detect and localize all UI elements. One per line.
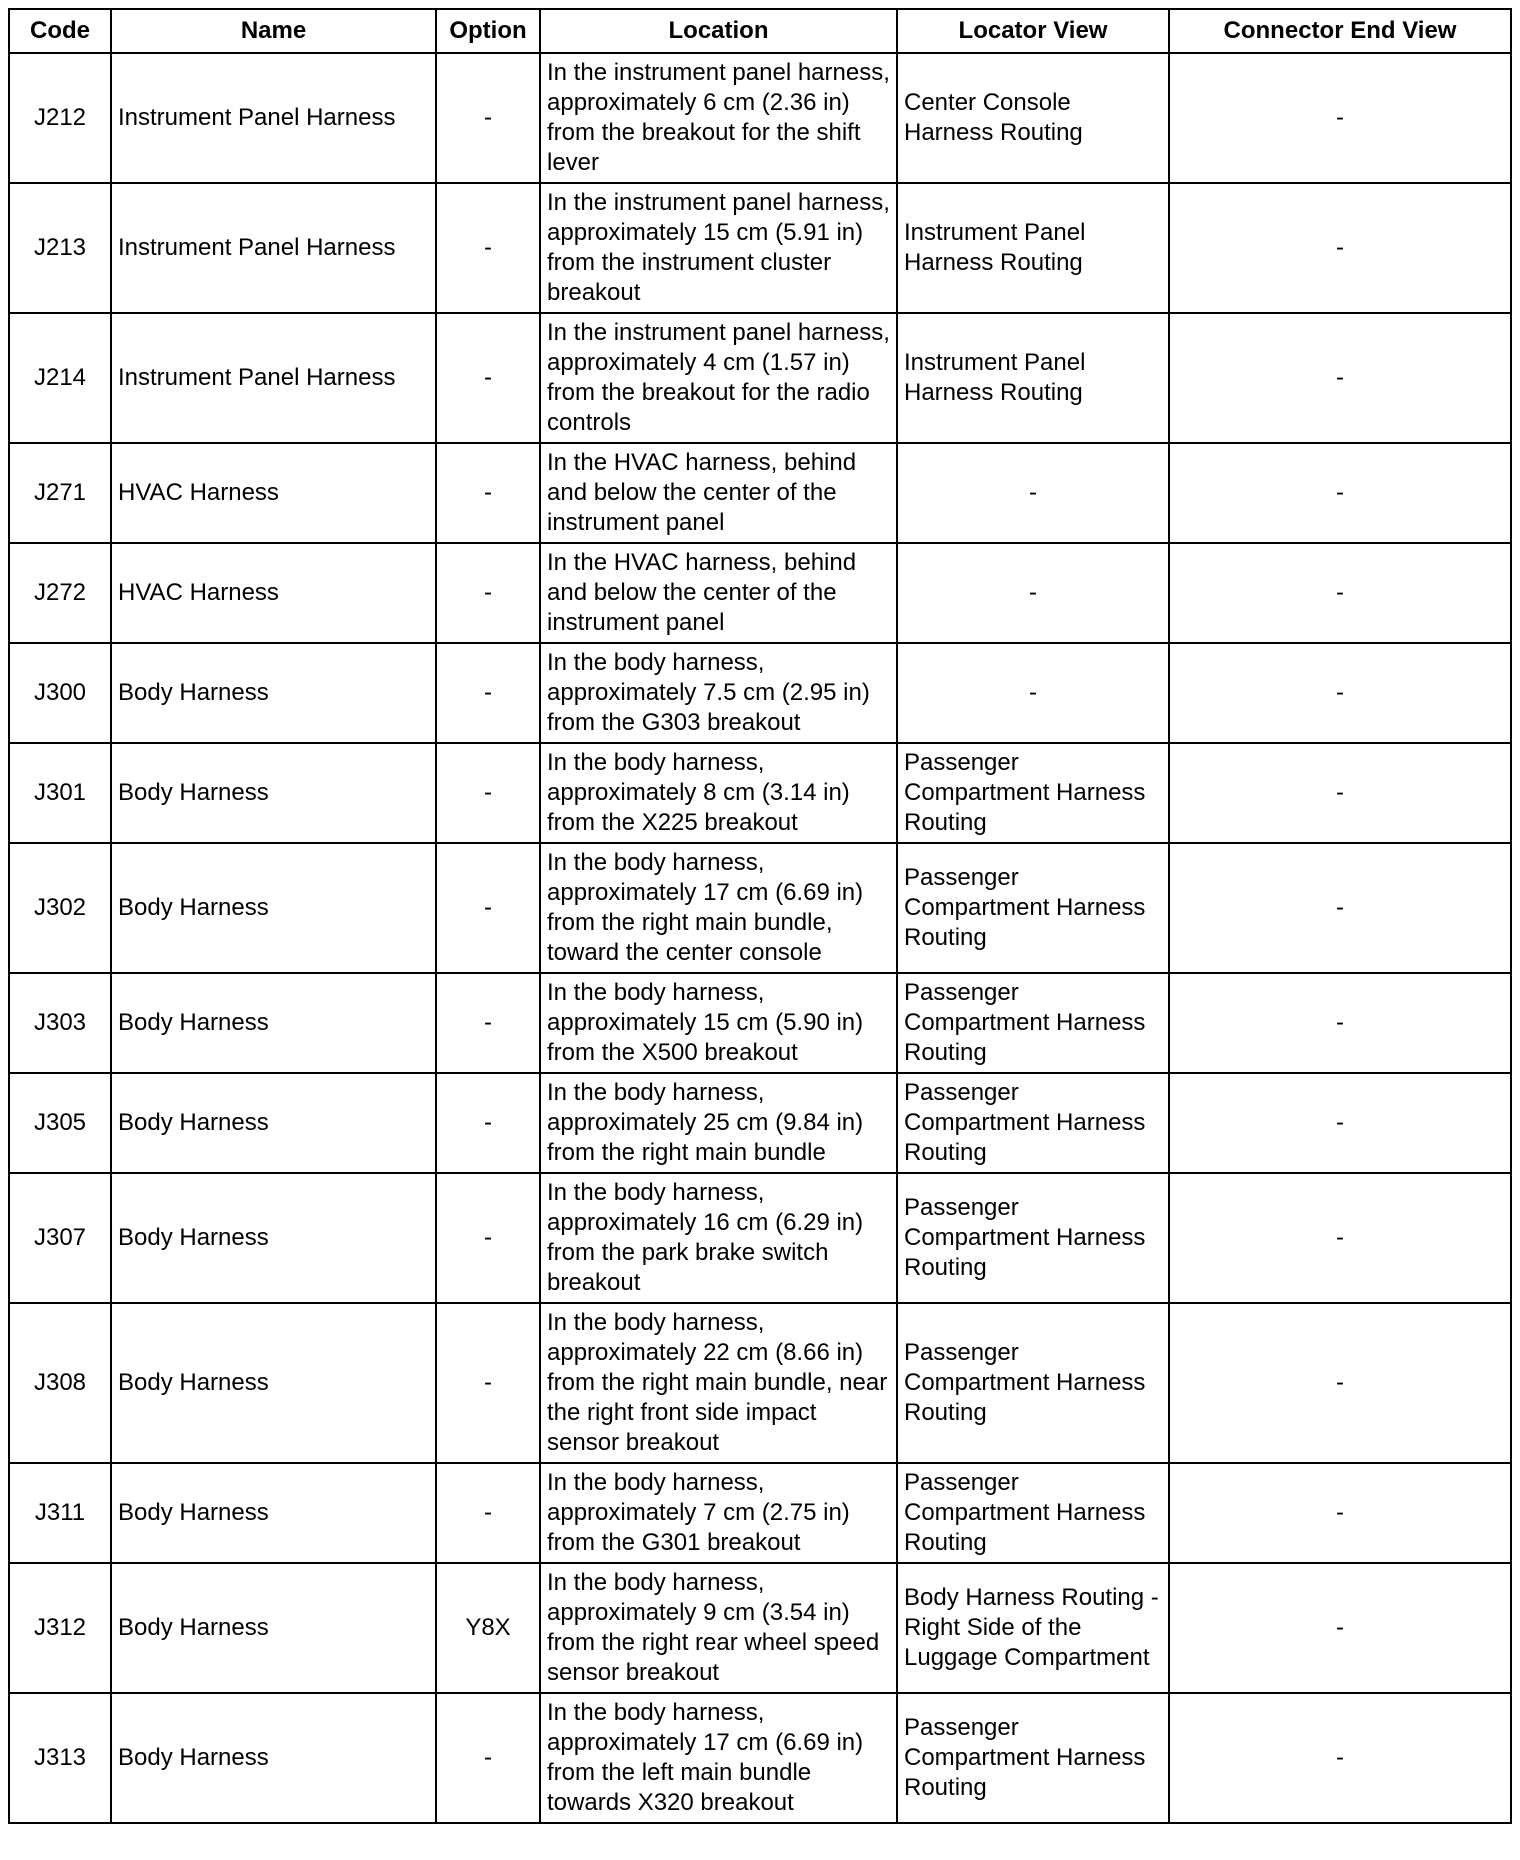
cell-option: - <box>436 973 540 1073</box>
cell-code: J302 <box>9 843 111 973</box>
table-row <box>9 1073 1511 1173</box>
cell-locator-view: - <box>897 443 1169 543</box>
cell-name: HVAC Harness <box>111 543 436 643</box>
cell-connector-end-view: - <box>1169 1173 1511 1303</box>
cell-location: In the body harness, approximately 22 cm (8.66 in) from the right main bundle, near the right front side impact sensor breakout <box>540 1303 897 1463</box>
cell-connector-end-view: - <box>1169 313 1511 443</box>
cell-name: HVAC Harness <box>111 443 436 543</box>
cell-code: J311 <box>9 1463 111 1563</box>
cell-locator-view: - <box>897 543 1169 643</box>
cell-connector-end-view: - <box>1169 543 1511 643</box>
header-locator-view: Locator View <box>897 9 1169 53</box>
header-location: Location <box>540 9 897 53</box>
cell-name: Body Harness <box>111 1303 436 1463</box>
cell-location: In the HVAC harness, behind and below the center of the instrument panel <box>540 443 897 543</box>
table-row <box>9 53 1511 183</box>
header-code: Code <box>9 9 111 53</box>
cell-code: J271 <box>9 443 111 543</box>
cell-connector-end-view: - <box>1169 743 1511 843</box>
cell-option: - <box>436 1173 540 1303</box>
cell-option: - <box>436 1463 540 1563</box>
cell-name: Body Harness <box>111 843 436 973</box>
cell-location: In the instrument panel harness, approximately 6 cm (2.36 in) from the breakout for the shift lever <box>540 53 897 183</box>
cell-connector-end-view: - <box>1169 1303 1511 1463</box>
cell-location: In the body harness, approximately 17 cm (6.69 in) from the left main bundle towards X320 breakout <box>540 1693 897 1823</box>
cell-connector-end-view: - <box>1169 183 1511 313</box>
document-sheet <box>8 8 1512 1824</box>
cell-option: - <box>436 1073 540 1173</box>
table-row <box>9 1563 1511 1693</box>
cell-locator-view: Passenger Compartment Harness Routing <box>897 1463 1169 1563</box>
cell-connector-end-view: - <box>1169 53 1511 183</box>
cell-location: In the instrument panel harness, approximately 15 cm (5.91 in) from the instrument cluster breakout <box>540 183 897 313</box>
cell-location: In the body harness, approximately 16 cm (6.29 in) from the park brake switch breakout <box>540 1173 897 1303</box>
table-row <box>9 1303 1511 1463</box>
cell-connector-end-view: - <box>1169 643 1511 743</box>
cell-locator-view: Instrument Panel Harness Routing <box>897 183 1169 313</box>
cell-name: Instrument Panel Harness <box>111 313 436 443</box>
cell-locator-view: Passenger Compartment Harness Routing <box>897 973 1169 1073</box>
cell-option: Y8X <box>436 1563 540 1693</box>
cell-code: J312 <box>9 1563 111 1693</box>
cell-location: In the HVAC harness, behind and below the center of the instrument panel <box>540 543 897 643</box>
cell-locator-view: Passenger Compartment Harness Routing <box>897 1693 1169 1823</box>
cell-connector-end-view: - <box>1169 1073 1511 1173</box>
cell-locator-view: Passenger Compartment Harness Routing <box>897 743 1169 843</box>
cell-location: In the body harness, approximately 8 cm (3.14 in) from the X225 breakout <box>540 743 897 843</box>
table-body <box>9 53 1511 1823</box>
cell-location: In the body harness, approximately 9 cm (3.54 in) from the right rear wheel speed sensor breakout <box>540 1563 897 1693</box>
cell-code: J303 <box>9 973 111 1073</box>
cell-name: Body Harness <box>111 973 436 1073</box>
cell-name: Instrument Panel Harness <box>111 53 436 183</box>
table-row <box>9 743 1511 843</box>
cell-connector-end-view: - <box>1169 1693 1511 1823</box>
cell-connector-end-view: - <box>1169 1563 1511 1693</box>
cell-location: In the body harness, approximately 15 cm (5.90 in) from the X500 breakout <box>540 973 897 1073</box>
cell-code: J272 <box>9 543 111 643</box>
table-row <box>9 1173 1511 1303</box>
header-connector-end-view: Connector End View <box>1169 9 1511 53</box>
cell-name: Instrument Panel Harness <box>111 183 436 313</box>
table-header-row <box>9 9 1511 53</box>
table-row <box>9 843 1511 973</box>
cell-location: In the body harness, approximately 7.5 cm (2.95 in) from the G303 breakout <box>540 643 897 743</box>
cell-locator-view: Instrument Panel Harness Routing <box>897 313 1169 443</box>
cell-option: - <box>436 1303 540 1463</box>
cell-locator-view: - <box>897 643 1169 743</box>
cell-option: - <box>436 53 540 183</box>
cell-option: - <box>436 543 540 643</box>
cell-code: J300 <box>9 643 111 743</box>
table-row <box>9 183 1511 313</box>
table-row <box>9 313 1511 443</box>
cell-connector-end-view: - <box>1169 973 1511 1073</box>
cell-connector-end-view: - <box>1169 843 1511 973</box>
cell-code: J213 <box>9 183 111 313</box>
cell-code: J305 <box>9 1073 111 1173</box>
header-option: Option <box>436 9 540 53</box>
cell-code: J301 <box>9 743 111 843</box>
table-row <box>9 1463 1511 1563</box>
header-name: Name <box>111 9 436 53</box>
cell-name: Body Harness <box>111 1463 436 1563</box>
cell-locator-view: Passenger Compartment Harness Routing <box>897 843 1169 973</box>
cell-option: - <box>436 643 540 743</box>
cell-code: J212 <box>9 53 111 183</box>
cell-locator-view: Center Console Harness Routing <box>897 53 1169 183</box>
table-row <box>9 1693 1511 1823</box>
cell-location: In the body harness, approximately 17 cm (6.69 in) from the right main bundle, toward the center console <box>540 843 897 973</box>
cell-name: Body Harness <box>111 643 436 743</box>
cell-option: - <box>436 313 540 443</box>
table-row <box>9 643 1511 743</box>
cell-connector-end-view: - <box>1169 1463 1511 1563</box>
cell-name: Body Harness <box>111 743 436 843</box>
cell-option: - <box>436 183 540 313</box>
cell-locator-view: Body Harness Routing - Right Side of the Luggage Compartment <box>897 1563 1169 1693</box>
cell-name: Body Harness <box>111 1563 436 1693</box>
cell-connector-end-view: - <box>1169 443 1511 543</box>
cell-code: J307 <box>9 1173 111 1303</box>
cell-option: - <box>436 843 540 973</box>
table-row <box>9 443 1511 543</box>
cell-locator-view: Passenger Compartment Harness Routing <box>897 1303 1169 1463</box>
cell-option: - <box>436 743 540 843</box>
cell-location: In the instrument panel harness, approximately 4 cm (1.57 in) from the breakout for the radio controls <box>540 313 897 443</box>
cell-locator-view: Passenger Compartment Harness Routing <box>897 1073 1169 1173</box>
table-row <box>9 973 1511 1073</box>
cell-option: - <box>436 443 540 543</box>
cell-name: Body Harness <box>111 1073 436 1173</box>
table-row <box>9 543 1511 643</box>
cell-code: J214 <box>9 313 111 443</box>
splice-location-table <box>8 8 1512 1824</box>
cell-locator-view: Passenger Compartment Harness Routing <box>897 1173 1169 1303</box>
cell-location: In the body harness, approximately 7 cm (2.75 in) from the G301 breakout <box>540 1463 897 1563</box>
cell-location: In the body harness, approximately 25 cm (9.84 in) from the right main bundle <box>540 1073 897 1173</box>
cell-name: Body Harness <box>111 1693 436 1823</box>
cell-code: J313 <box>9 1693 111 1823</box>
cell-code: J308 <box>9 1303 111 1463</box>
cell-option: - <box>436 1693 540 1823</box>
cell-name: Body Harness <box>111 1173 436 1303</box>
